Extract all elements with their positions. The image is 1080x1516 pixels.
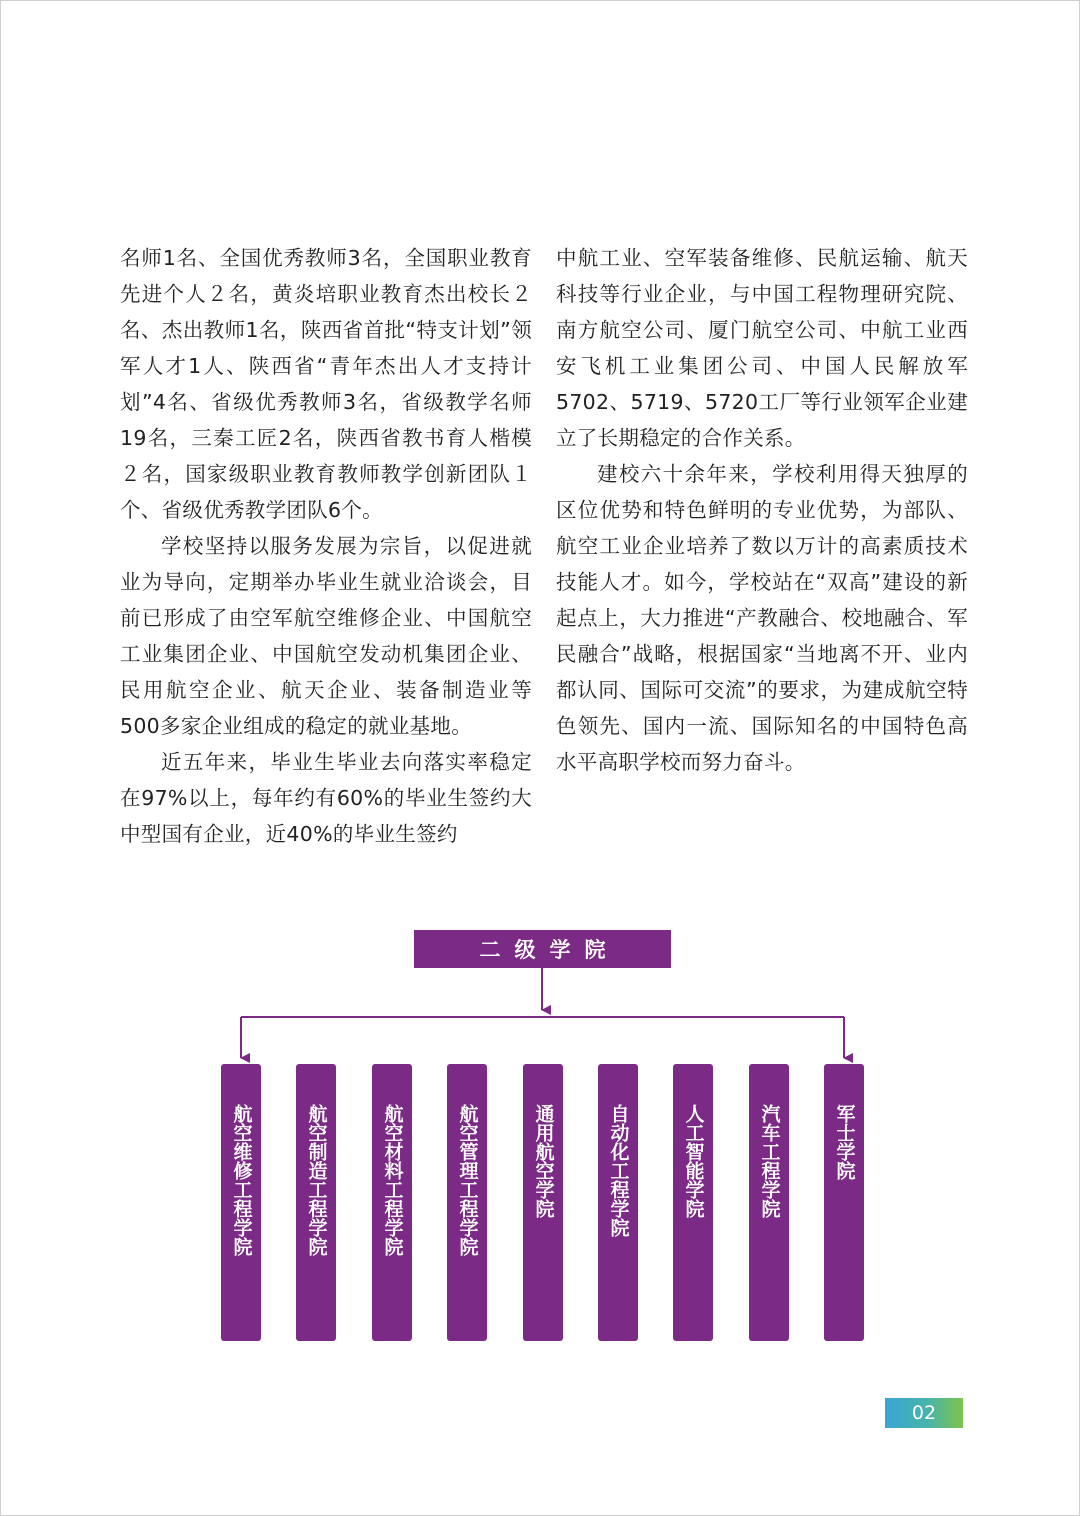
college-box: 航空管理工程学院 [447,1064,487,1341]
org-chart-title: 二级学院 [414,930,671,968]
college-box: 航空材料工程学院 [372,1064,412,1341]
college-box: 航空维修工程学院 [221,1064,261,1341]
left-text-column [120,240,532,852]
page-number: 02 [885,1398,963,1428]
college-box: 汽车工程学院 [749,1064,789,1341]
right-text-column [556,240,968,780]
college-box: 航空制造工程学院 [296,1064,336,1341]
college-box: 人工智能学院 [673,1064,713,1341]
college-box: 自动化工程学院 [598,1064,638,1341]
paragraph: 中航工业、空军装备维修、民航运输、航天科技等行业企业，与中国工程物理研究院、南方航空公司、厦门航空公司、中航工业西安飞机工业集团公司、中国人民解放军5702、5719、5720工厂等行业领军企业建立了长期稳定的合作关系。 [556,246,968,450]
paragraph: 建校六十余年来，学校利用得天独厚的区位优势和特色鲜明的专业优势，为部队、航空工业企业培养了数以万计的高素质技术技能人才。如今，学校站在“双高”建设的新起点上，大力推进“产教融合、校地融合、军民融合”战略，根据国家“当地离不开、业内都认同、国际可交流”的要求，为建成航空特色领先、国内一流、国际知名的中国特色高水平高职学校而努力奋斗。 [556,462,968,774]
college-box: 通用航空学院 [523,1064,563,1341]
paragraph: 学校坚持以服务发展为宗旨，以促进就业为导向，定期举办毕业生就业洽谈会，目前已形成了由空军航空维修企业、中国航空工业集团企业、中国航空发动机集团企业、民用航空企业、航天企业、装备制造业等500多家企业组成的稳定的就业基地。 [120,534,532,738]
paragraph: 近五年来，毕业生毕业去向落实率稳定在97%以上，每年约有60%的毕业生签约大中型国有企业，近40%的毕业生签约 [120,750,532,846]
paragraph: 名师1名、全国优秀教师3名，全国职业教育先进个人２名，黄炎培职业教育杰出校长２名、杰出教师1名，陕西省首批“特支计划”领军人才1人、陕西省“青年杰出人才支持计划”4名、省级优秀教师3名，省级教学名师19名，三秦工匠2名，陕西省教书育人楷模２名，国家级职业教育教师教学创新团队１个、省级优秀教学团队6个。 [120,246,532,522]
college-box: 军士学院 [824,1064,864,1341]
